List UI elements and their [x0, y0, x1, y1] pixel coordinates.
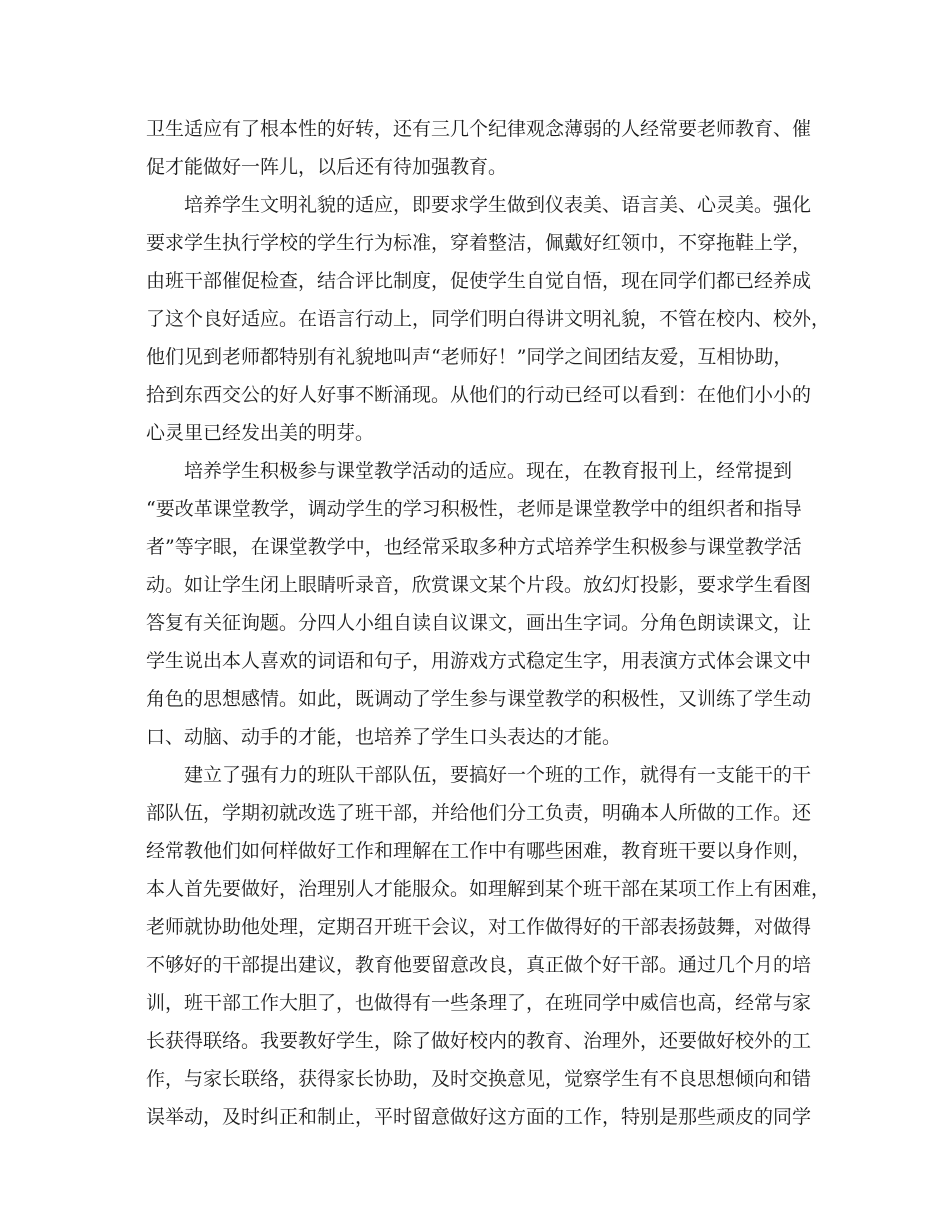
text-line: 角色的思想感情。如此，既调动了学生参与课堂教学的积极性，又训练了学生动 — [146, 688, 812, 710]
paragraph-start-line: 建立了强有力的班队干部队伍，要搞好一个班的工作，就得有一支能干的干 — [184, 764, 812, 786]
text-line: 拾到东西交公的好人好事不断涌现。从他们的行动已经可以看到：在他们小小的 — [146, 384, 812, 406]
text-line: 卫生适应有了根本性的好转，还有三几个纪律观念薄弱的人经常要老师教育、催 — [146, 118, 812, 140]
text-line: 心灵里已经发出美的明芽。 — [146, 422, 375, 444]
text-line: 由班干部催促检查，结合评比制度，促使学生自觉自悟，现在同学们都已经养成 — [146, 270, 812, 292]
text-line: 者”等字眼，在课堂教学中，也经常采取多种方式培养学生积极参与课堂教学活 — [146, 536, 802, 558]
text-line: 训，班干部工作大胆了，也做得有一些条理了，在班同学中威信也高，经常与家 — [146, 992, 812, 1014]
text-line: 促才能做好一阵儿，以后还有待加强教育。 — [146, 156, 508, 178]
text-line: 老师就协助他处理，定期召开班干会议，对工作做得好的干部表扬鼓舞，对做得 — [146, 916, 812, 938]
text-line: 部队伍，学期初就改选了班干部，并给他们分工负责，明确本人所做的工作。还 — [146, 802, 812, 824]
text-line: 本人首先要做好，治理别人才能服众。如理解到某个班干部在某项工作上有困难， — [146, 878, 831, 900]
paragraph-start-line: 培养学生积极参与课堂教学活动的适应。现在，在教育报刊上，经常提到 — [184, 460, 793, 482]
text-line: 了这个良好适应。在语言行动上，同学们明白得讲文明礼貌，不管在校内、校外， — [146, 308, 831, 330]
text-line: 动。如让学生闭上眼睛听录音，欣赏课文某个片段。放幻灯投影，要求学生看图 — [146, 574, 812, 596]
text-line: 口、动脑、动手的才能，也培养了学生口头表达的才能。 — [146, 726, 622, 748]
text-line: 答复有关征询题。分四人小组自读自议课文，画出生字词。分角色朗读课文，让 — [146, 612, 812, 634]
text-line: 经常教他们如何样做好工作和理解在工作中有哪些困难，教育班干要以身作则， — [146, 840, 812, 862]
paragraph-start-line: 培养学生文明礼貌的适应，即要求学生做到仪表美、语言美、心灵美。强化 — [184, 194, 812, 216]
text-line: 作，与家长联络，获得家长协助，及时交换意见，觉察学生有不良思想倾向和错 — [146, 1068, 812, 1090]
text-line: 不够好的干部提出建议，教育他要留意改良，真正做个好干部。通过几个月的培 — [146, 954, 812, 976]
text-line: 要求学生执行学校的学生行为标准，穿着整洁，佩戴好红领巾，不穿拖鞋上学， — [146, 232, 812, 254]
text-line: 长获得联络。我要教好学生，除了做好校内的教育、治理外，还要做好校外的工 — [146, 1030, 812, 1052]
text-line: 误举动，及时纠正和制止，平时留意做好这方面的工作，特别是那些顽皮的同学 — [146, 1106, 812, 1128]
text-line: 他们见到老师都特别有礼貌地叫声“老师好！”同学之间团结友爱，互相协助， — [146, 346, 793, 368]
text-line: “要改革课堂教学，调动学生的学习积极性，老师是课堂教学中的组织者和指导 — [146, 498, 802, 520]
text-line: 学生说出本人喜欢的词语和句子，用游戏方式稳定生字，用表演方式体会课文中 — [146, 650, 812, 672]
